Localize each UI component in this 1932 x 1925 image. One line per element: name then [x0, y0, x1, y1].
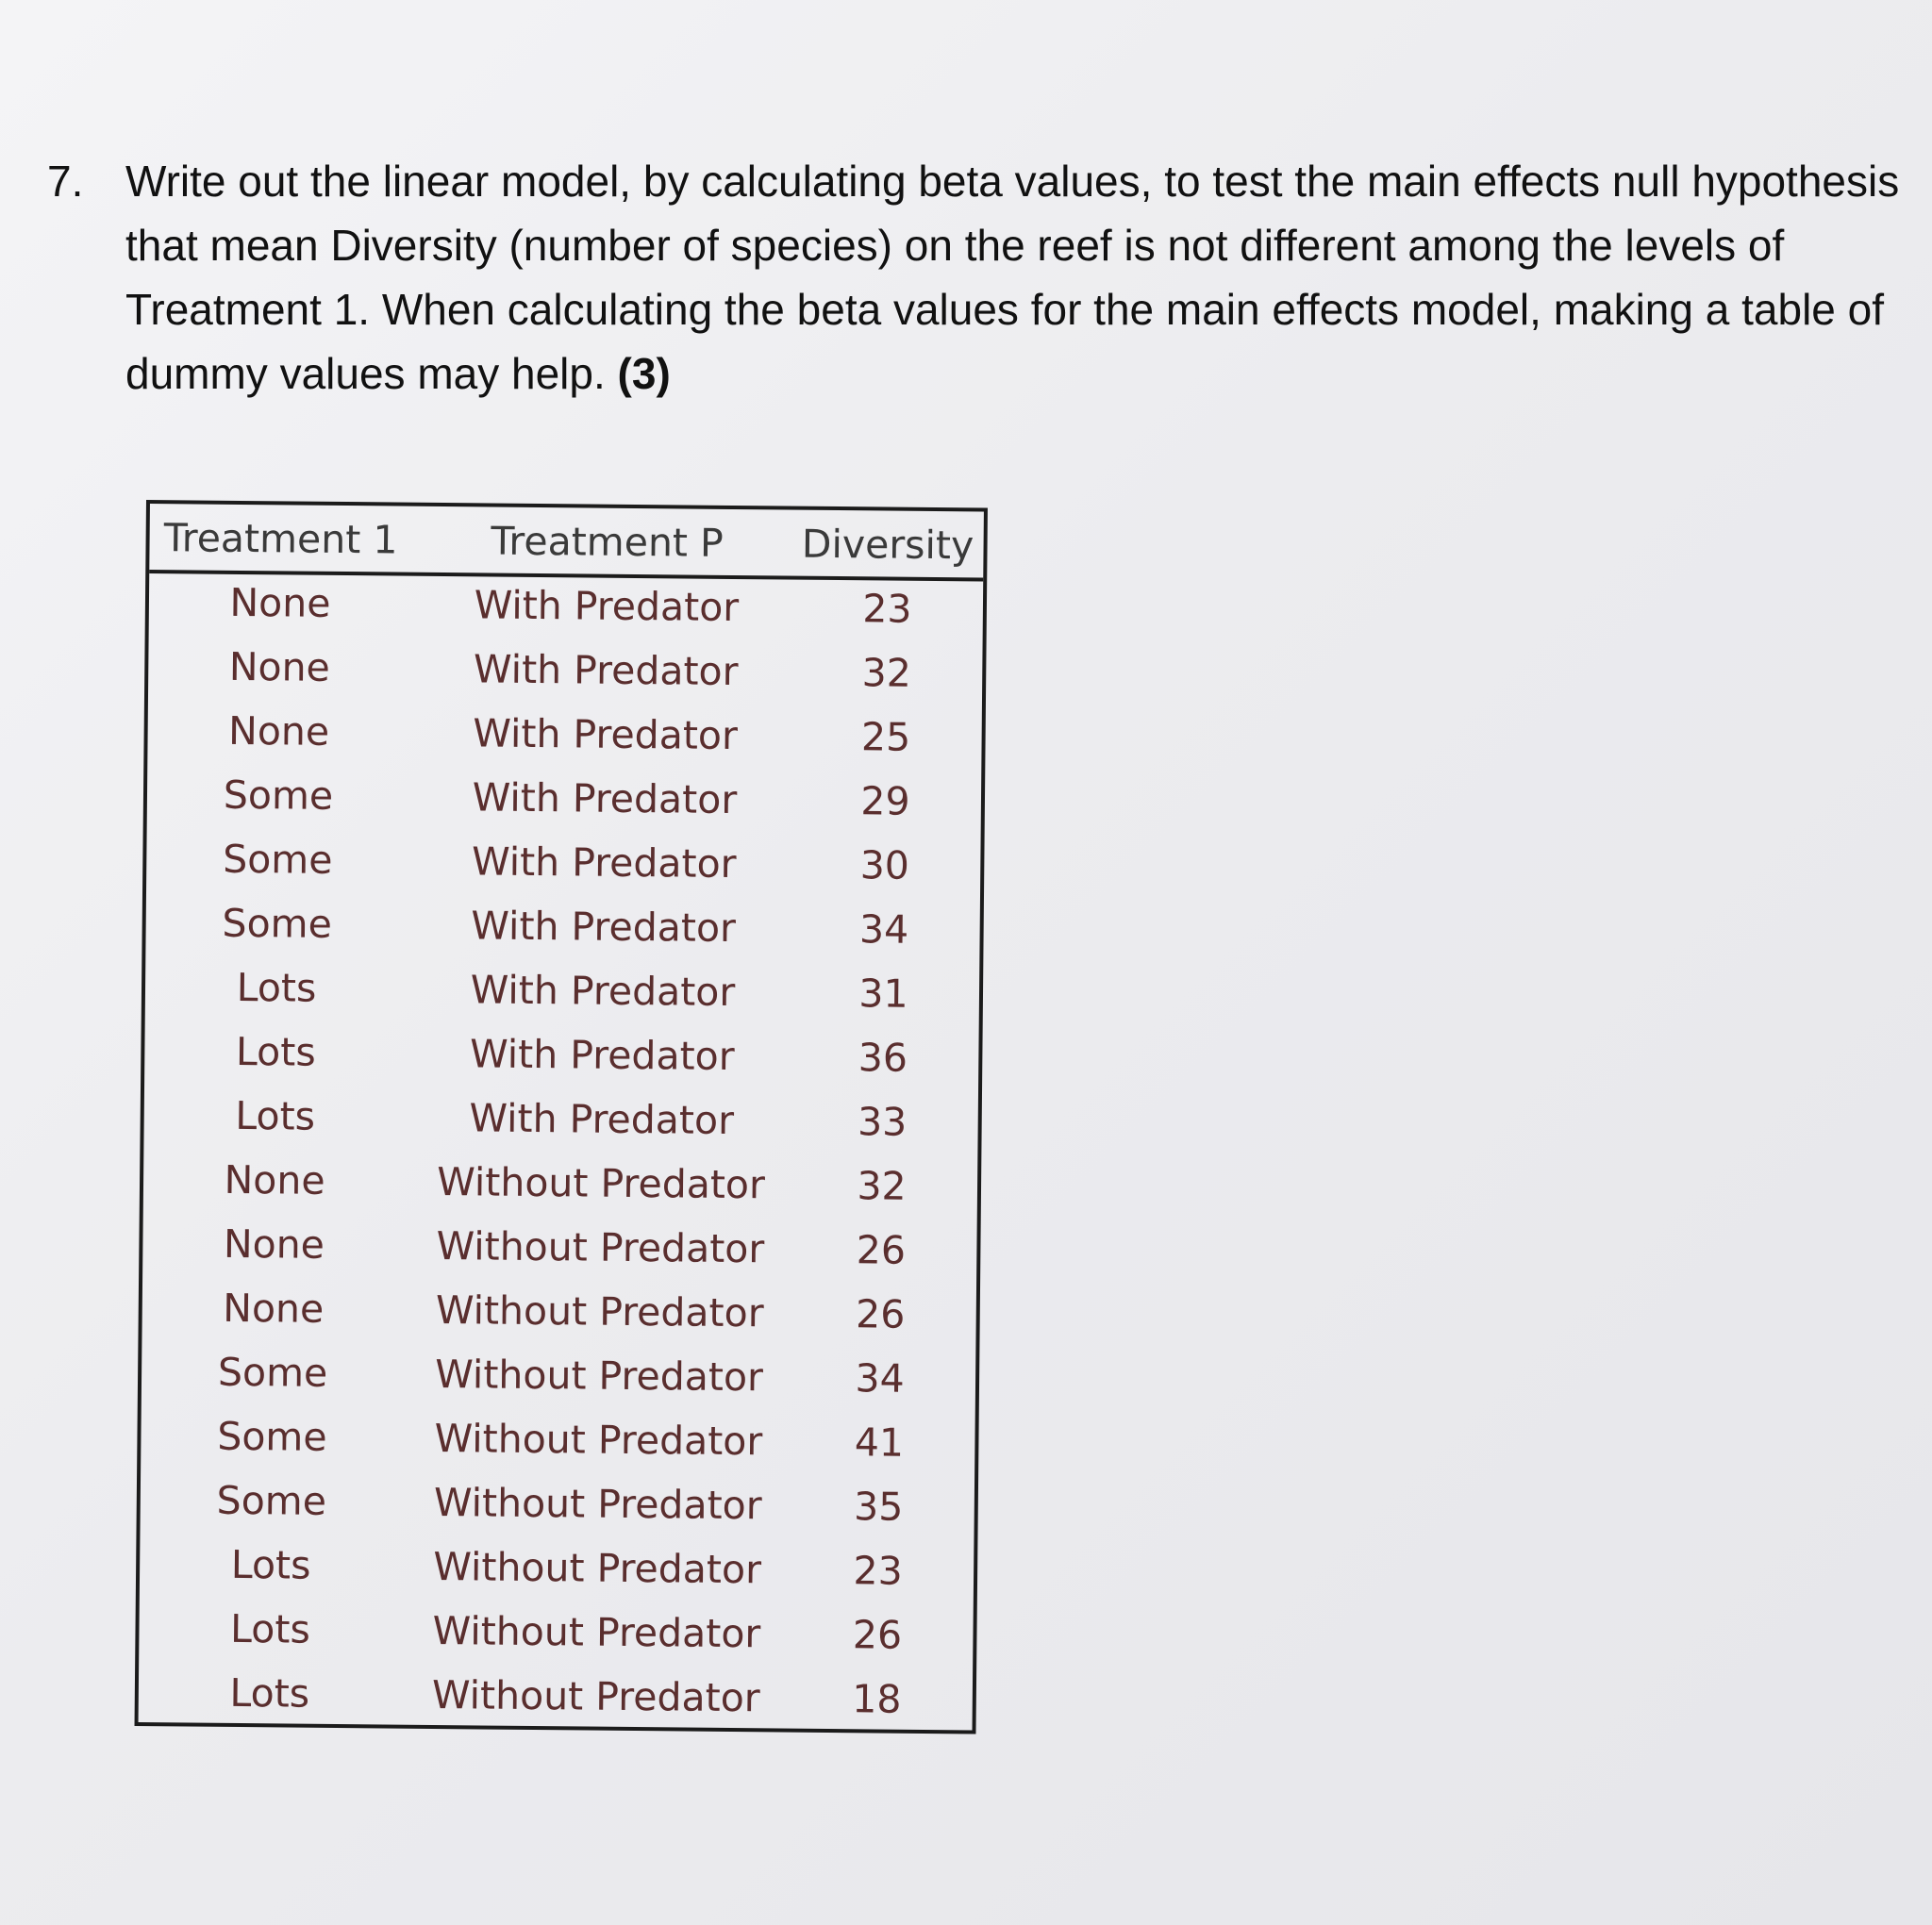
- table-row: [143, 1156, 978, 1228]
- cell-treatment-p: Without Predator: [434, 1415, 763, 1465]
- cell-treatment-p: Without Predator: [432, 1607, 761, 1657]
- cell-treatment-1: Some: [217, 1349, 328, 1396]
- cell-treatment-1: None: [227, 707, 330, 755]
- cell-treatment-1: None: [223, 1285, 325, 1332]
- cell-treatment-1: None: [224, 1156, 325, 1203]
- cell-diversity: 36: [858, 1035, 908, 1081]
- cell-treatment-p: With Predator: [470, 967, 736, 1016]
- cell-treatment-1: Some: [222, 900, 333, 947]
- cell-diversity: 29: [860, 778, 910, 824]
- cell-diversity: 23: [862, 586, 912, 632]
- cell-treatment-1: None: [229, 579, 331, 626]
- cell-diversity: 34: [858, 906, 909, 953]
- cell-diversity: 35: [853, 1484, 904, 1530]
- cell-treatment-1: Some: [217, 1413, 327, 1460]
- cell-treatment-p: With Predator: [474, 582, 740, 631]
- cell-treatment-1: Lots: [235, 1092, 316, 1139]
- cell-treatment-p: Without Predator: [433, 1543, 762, 1593]
- cell-treatment-p: With Predator: [469, 1031, 735, 1080]
- cell-treatment-p: Without Predator: [431, 1671, 760, 1721]
- cell-treatment-1: Lots: [236, 964, 317, 1011]
- cell-treatment-1: Lots: [229, 1669, 310, 1717]
- table-row: [139, 1605, 974, 1677]
- question-points: (3): [617, 349, 671, 398]
- header-diversity: Diversity: [801, 521, 974, 569]
- question-prompt: Write out the linear model, by calculating beta values, to test the main effects null hypothesis that mean Diversity (number of species) on the reef is not different among the levels of Treatment 1. When calculating the beta values for the main effects model, making a table of dummy values may help.: [125, 157, 1900, 398]
- cell-diversity: 32: [857, 1163, 907, 1209]
- cell-diversity: 26: [855, 1291, 906, 1337]
- table-row: [145, 964, 980, 1036]
- table-row: [141, 1413, 975, 1485]
- header-treatment-p: Treatment P: [491, 518, 724, 566]
- cell-treatment-p: With Predator: [471, 903, 737, 952]
- table-row: [142, 1220, 977, 1292]
- table-row: [145, 900, 980, 971]
- table-row: [144, 1028, 979, 1100]
- header-treatment-1: Treatment 1: [163, 515, 398, 563]
- table-row: [140, 1477, 974, 1549]
- cell-treatment-p: With Predator: [471, 838, 737, 888]
- data-table: [135, 500, 988, 1734]
- table-row: [147, 707, 982, 779]
- cell-treatment-p: Without Predator: [435, 1286, 764, 1336]
- cell-treatment-1: Lots: [235, 1028, 316, 1075]
- question-7: [47, 149, 1915, 406]
- table-header: [149, 504, 984, 581]
- cell-treatment-p: With Predator: [473, 646, 739, 695]
- table-row: [138, 1669, 973, 1741]
- cell-diversity: 26: [852, 1612, 903, 1658]
- cell-treatment-p: With Predator: [469, 1095, 735, 1144]
- cell-treatment-p: Without Predator: [437, 1158, 766, 1208]
- table-row: [147, 772, 982, 843]
- cell-treatment-1: None: [223, 1220, 325, 1268]
- cell-treatment-1: Some: [222, 836, 333, 883]
- cell-diversity: 23: [853, 1548, 903, 1594]
- cell-treatment-p: With Predator: [473, 710, 739, 759]
- cell-diversity: 32: [861, 650, 912, 696]
- table-row: [143, 1092, 978, 1164]
- cell-diversity: 26: [856, 1227, 907, 1273]
- cell-diversity: 30: [859, 842, 910, 888]
- cell-diversity: 33: [857, 1099, 908, 1145]
- question-number: 7.: [47, 157, 84, 206]
- cell-diversity: 18: [852, 1676, 902, 1722]
- cell-diversity: 31: [858, 971, 908, 1017]
- cell-diversity: 34: [855, 1355, 905, 1402]
- table-row: [140, 1541, 974, 1613]
- table-row: [148, 643, 983, 715]
- cell-diversity: 41: [854, 1419, 905, 1466]
- cell-treatment-1: Lots: [229, 1605, 311, 1652]
- cell-treatment-1: Lots: [230, 1541, 311, 1588]
- cell-treatment-p: Without Predator: [436, 1222, 765, 1272]
- cell-treatment-p: Without Predator: [433, 1479, 762, 1529]
- table-row: [149, 579, 984, 651]
- table-row: [142, 1285, 976, 1356]
- cell-treatment-1: None: [228, 643, 331, 690]
- table-row: [142, 1349, 976, 1420]
- cell-treatment-1: Some: [216, 1477, 327, 1524]
- cell-treatment-p: With Predator: [472, 774, 738, 823]
- question-text-block: [125, 149, 1918, 406]
- cell-treatment-p: Without Predator: [435, 1351, 764, 1401]
- table-row: [146, 836, 981, 907]
- cell-treatment-1: Some: [223, 772, 334, 819]
- cell-diversity: 25: [860, 714, 911, 760]
